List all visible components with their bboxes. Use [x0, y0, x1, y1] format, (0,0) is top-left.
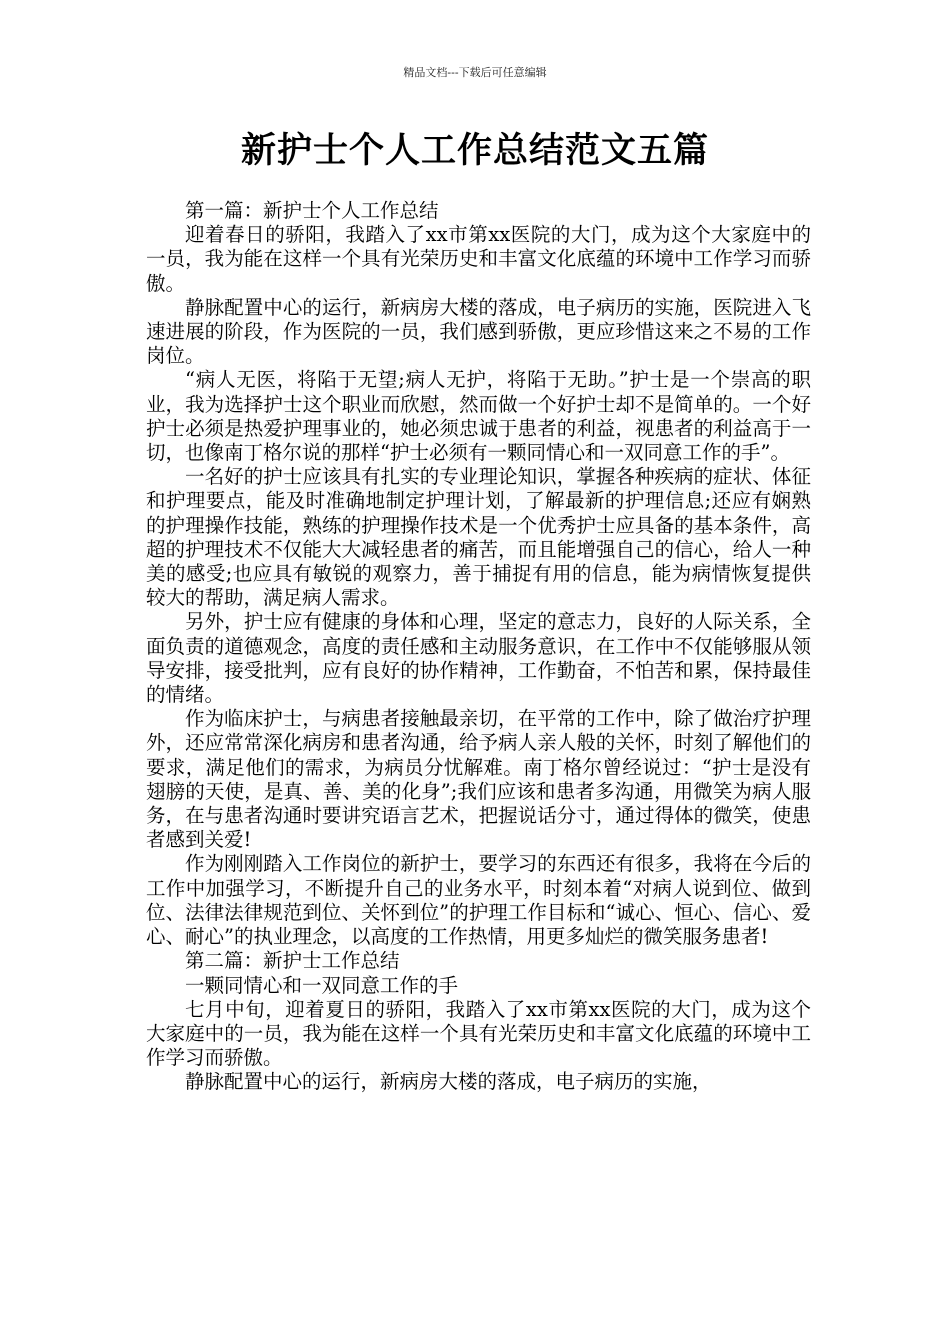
- paragraph: 作为临床护士，与病患者接触最亲切，在平常的工作中，除了做治疗护理外，还应常常深化病房和患者沟通，给予病人亲人般的关怀，时刻了解他们的要求，满足他们的需求，为病员分忧解难。南丁格尔曾经说过：“护士是没有翅膀的天使，是真、善、美的化身”;我们应该和患者多沟通，用微笑为病人服务，在与患者沟通时要讲究语言艺术，把握说话分寸，通过得体的微笑，使患者感到关爱!: [146, 707, 811, 852]
- paragraph: 七月中旬，迎着夏日的骄阳，我踏入了xx市第xx医院的大门，成为这个大家庭中的一员，我为能在这样一个具有光荣历史和丰富文化底蕴的环境中工作学习而骄傲。: [146, 997, 811, 1070]
- paragraph: 静脉配置中心的运行，新病房大楼的落成，电子病历的实施，: [185, 1070, 712, 1094]
- section-heading-2: 第二篇：新护士工作总结: [185, 949, 400, 973]
- paragraph: “病人无医，将陷于无望;病人无护，将陷于无助。”护士是一个崇高的职业，我为选择护士这个职业而欣慰，然而做一个好护士却不是简单的。一个好护士必须是热爱护理事业的，她必须忠诚于患者的利益，视患者的利益高于一切，也像南丁格尔说的那样“护士必须有一颗同情心和一双同意工作的手”。: [146, 368, 811, 465]
- document-title: 新护士个人工作总结范文五篇: [240, 131, 709, 171]
- paragraph: 另外，护士应有健康的身体和心理，坚定的意志力，良好的人际关系，全面负责的道德观念，高度的责任感和主动服务意识，在工作中不仅能够服从领导安排，接受批判，应有良好的协作精神，工作勤奋，不怕苦和累，保持最佳的情绪。: [146, 610, 811, 707]
- section-subtitle: 一颗同情心和一双同意工作的手: [185, 973, 459, 997]
- paragraph: 静脉配置中心的运行，新病房大楼的落成，电子病历的实施，医院进入飞速进展的阶段，作为医院的一员，我们感到骄傲，更应珍惜这来之不易的工作岗位。: [146, 295, 811, 368]
- section-heading-1: 第一篇：新护士个人工作总结: [185, 199, 439, 222]
- document-body: [146, 199, 811, 1095]
- paragraph: 迎着春日的骄阳，我踏入了xx市第xx医院的大门，成为这个大家庭中的一员，我为能在这样一个具有光荣历史和丰富文化底蕴的环境中工作学习而骄傲。: [146, 223, 811, 295]
- paragraph: 一名好的护士应该具有扎实的专业理论知识，掌握各种疾病的症状、体征和护理要点，能及时准确地制定护理计划，了解最新的护理信息;还应有娴熟的护理操作技能，熟练的护理操作技术是一个优秀护士应具备的基本条件，高超的护理技术不仅能大大减轻患者的痛苦，而且能增强自己的信心，给人一种美的感受;也应具有敏锐的观察力，善于捕捉有用的信息，能为病情恢复提供较大的帮助，满足病人需求。: [146, 465, 811, 610]
- paragraph: 作为刚刚踏入工作岗位的新护士，要学习的东西还有很多，我将在今后的工作中加强学习，不断提升自己的业务水平，时刻本着“对病人说到位、做到位、法律法律规范到位、关怀到位”的护理工作目标和“诚心、恒心、信心、爱心、耐心”的执业理念，以高度的工作热情，用更多灿烂的微笑服务患者!: [146, 852, 811, 949]
- header-note: 精品文档---下载后可任意编辑: [403, 66, 547, 79]
